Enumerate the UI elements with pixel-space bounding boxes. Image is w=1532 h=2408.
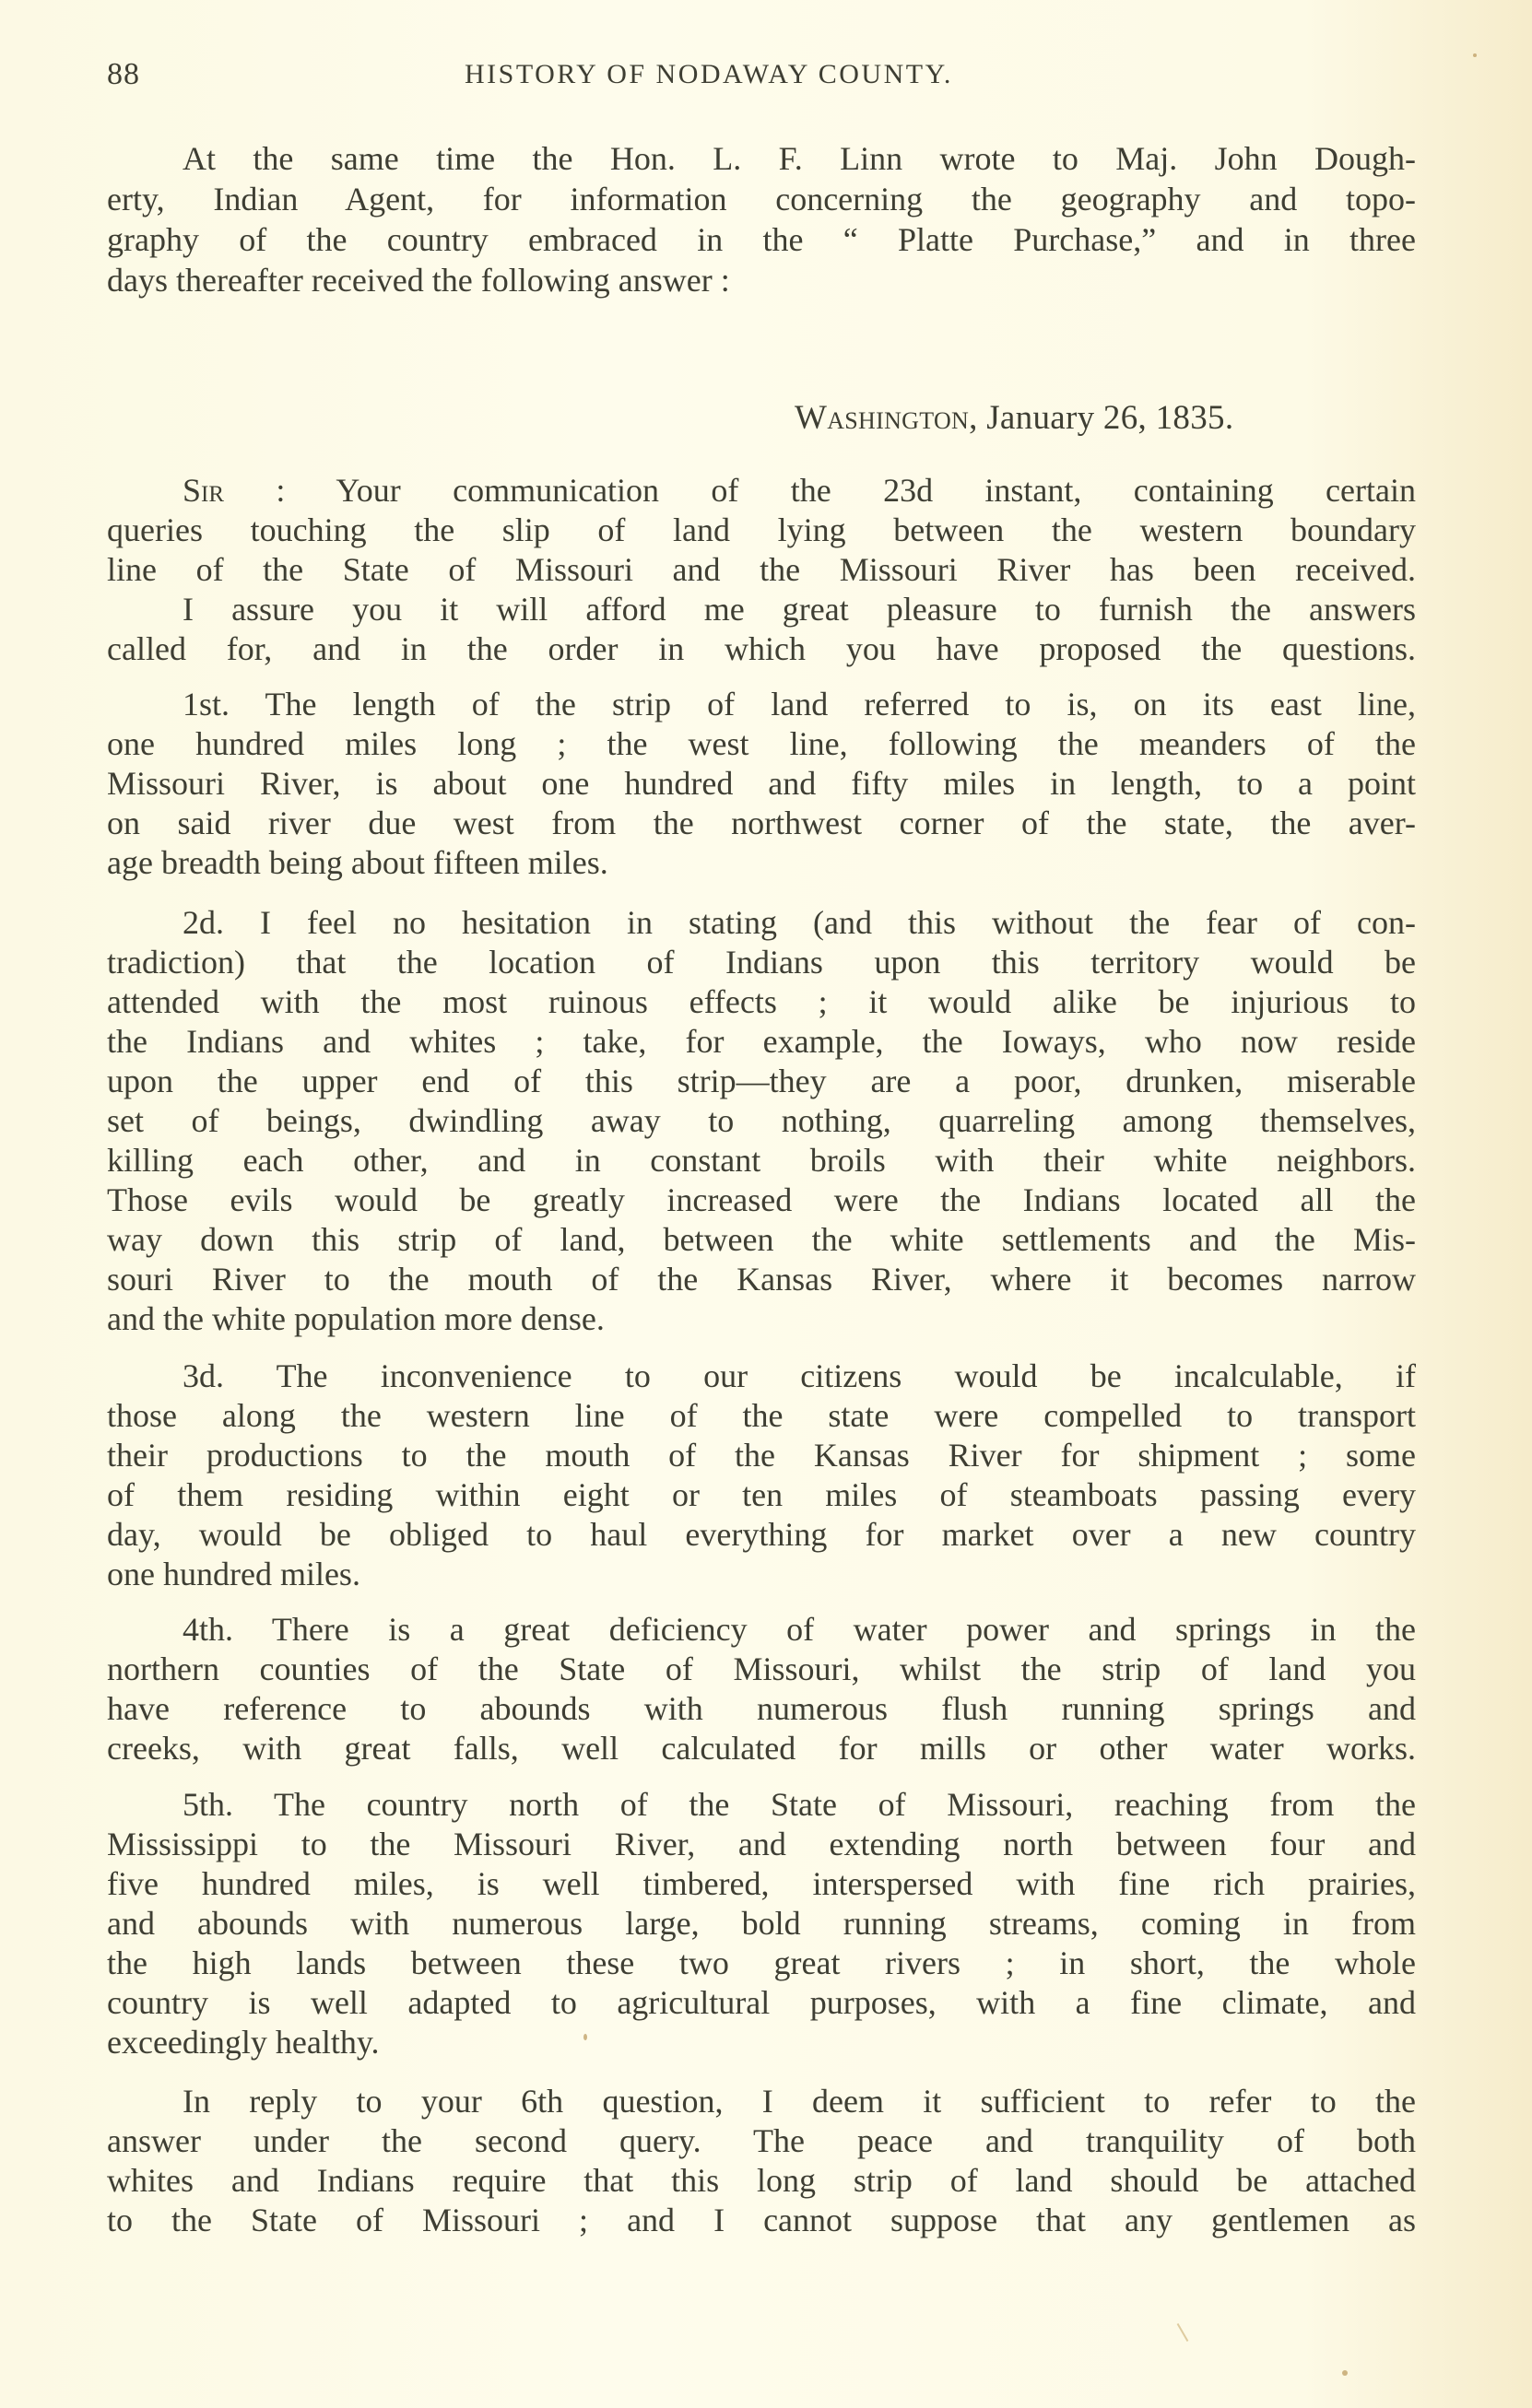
text-line: set of beings, dwindling away to nothing, quarreling among themselves, bbox=[107, 1102, 1416, 1139]
text-line: and the white population more dense. bbox=[107, 1300, 605, 1337]
text-span: Your communication of the 23d instant, containing certain bbox=[285, 472, 1416, 509]
text-line: country is well adapted to agricultural purposes, with a fine climate, and bbox=[107, 1984, 1416, 2021]
text-line: have reference to abounds with numerous flush running springs and bbox=[107, 1690, 1416, 1727]
text-line: Missouri River, is about one hundred and fifty miles in length, to a point bbox=[107, 765, 1416, 802]
text-line: their productions to the mouth of the Kansas River for shipment ; some bbox=[107, 1437, 1416, 1474]
text-line: creeks, with great falls, well calculated for mills or other water works. bbox=[107, 1730, 1416, 1767]
text-line: line of the State of Missouri and the Missouri River has been received. bbox=[107, 551, 1416, 588]
dateline-date: January 26, 1835. bbox=[977, 399, 1234, 437]
text-line: called for, and in the order in which you have proposed the questions. bbox=[107, 630, 1416, 667]
text-line: In reply to your 6th question, I deem it sufficient to refer to the bbox=[183, 2083, 1416, 2120]
text-line: At the same time the Hon. L. F. Linn wrote to Maj. John Dough- bbox=[183, 140, 1416, 177]
text-line: the Indians and whites ; take, for example, the Ioways, who now reside bbox=[107, 1023, 1416, 1060]
text-line: attended with the most ruinous effects ; it would alike be injurious to bbox=[107, 983, 1416, 1020]
text-line: I assure you it will afford me great pleasure to furnish the answers bbox=[183, 591, 1416, 628]
text-line: 2d. I feel no hesitation in stating (and this without the fear of con- bbox=[183, 904, 1416, 941]
text-line: Those evils would be greatly increased were the Indians located all the bbox=[107, 1181, 1416, 1218]
text-line: killing each other, and in constant broils with their white neighbors. bbox=[107, 1142, 1416, 1179]
text-line: upon the upper end of this strip—they are a poor, drunken, miserable bbox=[107, 1063, 1416, 1099]
text-line: the high lands between these two great rivers ; in short, the whole bbox=[107, 1944, 1416, 1981]
text-line bbox=[183, 470, 1416, 511]
letter-dateline bbox=[795, 398, 1233, 438]
text-line: age breadth being about fifteen miles. bbox=[107, 844, 608, 881]
text-line: Mississippi to the Missouri River, and extending north between four and bbox=[107, 1826, 1416, 1862]
text-line: way down this strip of land, between the white settlements and the Mis- bbox=[107, 1221, 1416, 1258]
text-line: souri River to the mouth of the Kansas River, where it becomes narrow bbox=[107, 1261, 1416, 1298]
text-line: one hundred miles long ; the west line, following the meanders of the bbox=[107, 725, 1416, 762]
running-head: HISTORY OF NODAWAY COUNTY. bbox=[465, 59, 953, 89]
text-line: those along the western line of the state were compelled to transport bbox=[107, 1397, 1416, 1434]
text-line: queries touching the slip of land lying between the western boundary bbox=[107, 511, 1416, 548]
text-line: 5th. The country north of the State of Missouri, reaching from the bbox=[183, 1786, 1416, 1823]
text-line: whites and Indians require that this long strip of land should be attached bbox=[107, 2162, 1416, 2199]
text-line: answer under the second query. The peace and tranquility of both bbox=[107, 2122, 1416, 2159]
text-line: tradiction) that the location of Indians upon this territory would be bbox=[107, 944, 1416, 981]
text-line: of them residing within eight or ten miles of steamboats passing every bbox=[107, 1476, 1416, 1513]
text-line: erty, Indian Agent, for information concerning the geography and topo- bbox=[107, 181, 1416, 217]
paper-mark bbox=[1177, 2323, 1189, 2342]
salutation: Sir : bbox=[183, 472, 286, 509]
paper-speck bbox=[1342, 2370, 1348, 2376]
text-line: to the State of Missouri ; and I cannot suppose that any gentlemen as bbox=[107, 2202, 1416, 2238]
paper-speck bbox=[583, 2034, 587, 2040]
text-line: northern counties of the State of Missouri, whilst the strip of land you bbox=[107, 1650, 1416, 1687]
dateline-place: Washington, bbox=[795, 399, 978, 437]
text-line: days thereafter received the following answer : bbox=[107, 262, 730, 299]
text-line: exceedingly healthy. bbox=[107, 2024, 380, 2061]
text-line: on said river due west from the northwest corner of the state, the aver- bbox=[107, 805, 1416, 841]
text-line: and abounds with numerous large, bold running streams, coming in from bbox=[107, 1905, 1416, 1942]
text-line: one hundred miles. bbox=[107, 1556, 360, 1592]
paper-speck bbox=[1473, 53, 1477, 57]
page-header bbox=[107, 57, 1416, 98]
page-number: 88 bbox=[107, 57, 140, 91]
text-line: 4th. There is a great deficiency of water power and springs in the bbox=[183, 1611, 1416, 1648]
text-line: day, would be obliged to haul everything for market over a new country bbox=[107, 1516, 1416, 1553]
text-line: graphy of the country embraced in the “ Platte Purchase,” and in three bbox=[107, 221, 1416, 258]
text-line: 1st. The length of the strip of land referred to is, on its east line, bbox=[183, 686, 1416, 722]
text-line: 3d. The inconvenience to our citizens would be incalculable, if bbox=[183, 1357, 1416, 1394]
text-line: five hundred miles, is well timbered, interspersed with fine rich prairies, bbox=[107, 1865, 1416, 1902]
